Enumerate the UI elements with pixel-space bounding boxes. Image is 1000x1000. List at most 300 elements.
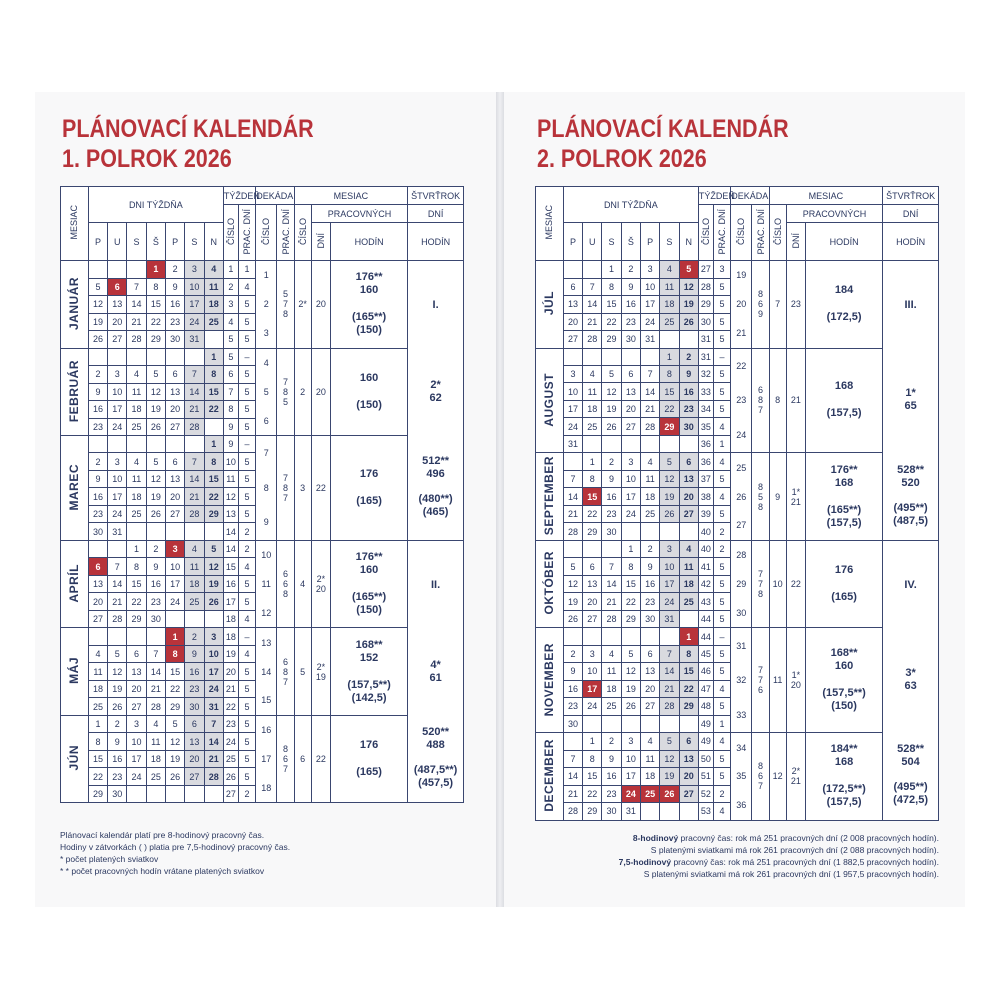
month-label (61, 540, 89, 628)
day-cell: 14 (563, 768, 582, 786)
header-day-0: P (563, 223, 582, 261)
day-cell: 31 (204, 698, 223, 716)
week-work-days: – (238, 628, 255, 646)
day-cell: 24 (165, 593, 184, 611)
hours-8h (806, 647, 882, 673)
month-label (536, 540, 564, 628)
day-cell: 22 (602, 313, 621, 331)
hours-7h (331, 495, 407, 508)
week-work-days: 5 (713, 698, 730, 715)
month-name: JÚN (67, 745, 82, 771)
dekada-number: 20 (736, 299, 747, 310)
day-cell (583, 628, 602, 645)
day-cell: 30 (108, 785, 127, 803)
hours-8h-b: 168 (834, 756, 854, 769)
dekada-prac-cell (752, 540, 769, 628)
week-number: 53 (698, 803, 713, 821)
day-cell (583, 435, 602, 453)
dekada-number: 17 (261, 754, 272, 765)
header-tyzden-prac-dni-text: PRAC. DNÍ (716, 208, 727, 255)
footnote-line: S platenými sviatkami má rok 261 pracovných dní (2 088 pracovných hodín). (650, 845, 939, 855)
day-cell: 17 (583, 680, 602, 697)
day-cell: 5 (146, 453, 165, 470)
day-cell (583, 261, 602, 279)
dekada-days: 6 (283, 579, 289, 590)
day-cell: 15 (583, 768, 602, 786)
dekada-days: 8 (283, 666, 289, 677)
day-cell: 11 (602, 663, 621, 680)
week-work-days: 5 (713, 278, 730, 296)
week-number: 42 (698, 575, 713, 593)
day-cell: 7 (127, 278, 146, 296)
day-cell: 25 (640, 785, 659, 803)
week-work-days: – (713, 628, 730, 645)
quarter-block (883, 628, 938, 732)
day-cell: 17 (660, 575, 679, 593)
day-cell: 13 (679, 470, 698, 488)
week-work-days: 1 (713, 435, 730, 453)
day-cell: 5 (563, 558, 582, 576)
day-cell: 24 (640, 313, 659, 331)
day-cell: 19 (660, 768, 679, 786)
dekada-cislo-cell (731, 628, 752, 733)
quarter-value-3: (487,5**) (413, 764, 458, 777)
week-work-days: 5 (238, 715, 255, 733)
hours-8h-a: 176** (355, 271, 383, 284)
dekada-number: 27 (736, 520, 747, 531)
week-number: 21 (223, 680, 238, 698)
week-row (61, 540, 464, 558)
dekada-cislo-cell (731, 453, 752, 541)
hours-8h-a: 184 (834, 284, 854, 297)
month-label (536, 628, 564, 733)
header-day-5: S (185, 223, 204, 261)
quarter-block (883, 542, 938, 629)
day-cell: 2 (165, 261, 184, 279)
week-number: 8 (223, 401, 238, 419)
header-mesiac-dni-text: DNÍ (790, 232, 801, 249)
day-cell: 28 (204, 768, 223, 786)
dekada-cislo-cell (731, 733, 752, 821)
day-cell: 25 (146, 768, 165, 786)
day-cell: 22 (165, 680, 184, 698)
dekada-numbers (731, 349, 751, 453)
day-cell: 29 (602, 331, 621, 349)
day-cell: 11 (204, 278, 223, 296)
right-title (537, 114, 789, 174)
week-work-days: 4 (713, 453, 730, 471)
day-cell: 13 (185, 733, 204, 751)
day-cell: 27 (679, 785, 698, 803)
header-dekada-prac-dni (277, 205, 294, 261)
day-cell: 15 (679, 663, 698, 680)
day-cell: 1 (127, 540, 146, 558)
month-label (61, 436, 89, 541)
day-cell: 12 (602, 383, 621, 400)
month-label (61, 628, 89, 716)
day-cell: 18 (185, 575, 204, 593)
dekada-days: 6 (758, 299, 764, 310)
week-number: 2 (223, 278, 238, 296)
dekada-prac-cell (277, 348, 294, 436)
right-title-line1: PLÁNOVACÍ KALENDÁR (537, 115, 789, 143)
quarter-value-4: (457,5) (418, 777, 454, 790)
day-cell: 27 (679, 505, 698, 523)
hours-8h (331, 271, 407, 297)
quarter-info (883, 542, 938, 819)
header-dekada-cislo-text: ČÍSLO (736, 217, 747, 245)
quarter-value-2: 65 (904, 400, 917, 413)
day-cell: 27 (108, 331, 127, 349)
day-cell: 1 (583, 733, 602, 751)
month-number: 5 (294, 628, 311, 716)
day-cell: 11 (88, 663, 107, 681)
header-mesiac-cislo-text: ČÍSLO (297, 217, 308, 245)
day-cell: 24 (583, 698, 602, 715)
quarter-block (408, 435, 463, 539)
week-number: 7 (223, 383, 238, 401)
header-dekada-cislo (256, 205, 277, 261)
quarter-block (408, 715, 463, 802)
day-cell: 20 (583, 593, 602, 611)
day-cell: 22 (621, 593, 640, 611)
header-stvrtrok-dni: DNÍ (883, 205, 939, 223)
hours-7h (806, 504, 882, 530)
day-cell: 9 (185, 645, 204, 663)
day-cell: 6 (640, 645, 659, 662)
hours-7h-a: (165**) (351, 591, 387, 604)
hours-7h-b: (157,5) (826, 516, 862, 529)
week-work-days: 5 (238, 750, 255, 768)
week-work-days: 5 (238, 488, 255, 505)
week-number: 36 (698, 453, 713, 471)
month-label (536, 733, 564, 821)
day-cell (88, 540, 107, 558)
day-cell: 12 (204, 558, 223, 576)
month-hours-cell (806, 540, 883, 628)
header-day-3: Š (621, 223, 640, 261)
week-work-days: 5 (713, 505, 730, 523)
dekada-work-days (277, 473, 293, 503)
day-cell: 3 (165, 540, 184, 558)
day-cell: 23 (679, 400, 698, 417)
month-number: 11 (769, 628, 786, 733)
dekada-days: 8 (758, 289, 764, 300)
week-number: 27 (223, 785, 238, 803)
month-days-value: 22 (790, 579, 801, 590)
day-cell: 17 (127, 750, 146, 768)
day-cell: 21 (146, 680, 165, 698)
week-work-days: 5 (713, 663, 730, 680)
hours-8h-b: 160 (359, 284, 379, 297)
dekada-number: 35 (736, 771, 747, 782)
month-work-days (312, 299, 330, 309)
week-work-days: 5 (713, 383, 730, 400)
dekada-cislo-cell (731, 540, 752, 628)
day-cell: 3 (108, 366, 127, 384)
day-cell: 13 (165, 470, 184, 487)
month-days-cell (311, 540, 330, 628)
day-cell: 1 (88, 715, 107, 733)
day-cell: 11 (660, 278, 679, 296)
dekada-numbers (256, 349, 276, 436)
day-cell: 30 (679, 418, 698, 435)
header-day-4: P (165, 223, 184, 261)
week-work-days: 2 (238, 785, 255, 803)
day-cell: 16 (563, 680, 582, 697)
header-dekada: DEKÁDA (731, 187, 770, 205)
header-dni-tyzdna: DNI TÝŽDŇA (563, 187, 698, 223)
day-cell: 18 (602, 680, 621, 697)
month-days-cell (786, 453, 805, 541)
quarter-value: 520** (422, 726, 450, 739)
day-cell: 13 (127, 663, 146, 681)
day-cell: 26 (146, 418, 165, 436)
day-cell (660, 628, 679, 645)
day-cell (146, 785, 165, 803)
dekada-number: 8 (263, 482, 269, 493)
day-cell: 23 (88, 418, 107, 436)
month-days-value: 2* (791, 766, 801, 777)
header-pracovnych: PRACOVNÝCH (786, 205, 882, 223)
month-days-cell (786, 628, 805, 733)
day-cell: 16 (165, 296, 184, 314)
header-tyzden-cislo (698, 205, 713, 261)
footnote-line: Hodiny v zátvorkách ( ) platia pre 7,5-hodinový pracovný čas. (60, 842, 291, 852)
day-cell (660, 523, 679, 541)
dekada-prac-cell (752, 261, 769, 349)
hours-8h (331, 551, 407, 577)
dekada-prac-cell (752, 453, 769, 541)
week-number: 32 (698, 365, 713, 382)
week-number: 46 (698, 663, 713, 680)
dekada-number: 5 (263, 386, 269, 397)
dekada-number: 36 (736, 800, 747, 811)
week-number: 15 (223, 558, 238, 576)
day-cell: 15 (602, 296, 621, 314)
day-cell: 30 (602, 803, 621, 821)
footnote-line: * počet platených sviatkov (60, 854, 159, 864)
footnote-line: 8-hodinový pracovný čas: rok má 251 pracovných dní (2 008 pracovných hodín). (632, 833, 939, 843)
day-cell: 12 (679, 278, 698, 296)
week-number: 40 (698, 523, 713, 541)
dekada-days: 8 (758, 481, 764, 492)
month-days-value: 2* (316, 574, 326, 585)
day-cell: 14 (660, 663, 679, 680)
day-cell: 8 (583, 470, 602, 488)
week-row (536, 628, 939, 645)
day-cell (88, 261, 107, 279)
day-cell: 14 (583, 296, 602, 314)
day-cell: 20 (127, 680, 146, 698)
day-cell: 27 (165, 418, 184, 436)
day-cell (185, 523, 204, 541)
day-cell: 9 (679, 365, 698, 382)
hours-7h (806, 687, 882, 713)
quarter-block (883, 732, 938, 819)
day-cell (563, 540, 582, 558)
month-name: JÚL (542, 291, 557, 316)
day-cell: 29 (88, 785, 107, 803)
day-cell: 1 (583, 453, 602, 471)
day-cell: 29 (583, 523, 602, 541)
hours-7h-a: (165) (831, 591, 857, 604)
day-cell: 26 (88, 331, 107, 349)
day-cell: 15 (204, 470, 223, 487)
day-cell: 1 (204, 436, 223, 453)
quarter-value: 528** (897, 463, 925, 476)
day-cell: 19 (679, 296, 698, 314)
day-cell: 31 (108, 523, 127, 541)
day-cell: 14 (563, 488, 582, 506)
hours-8h-b: 152 (359, 651, 379, 664)
month-number: 3 (294, 436, 311, 541)
week-number: 43 (698, 593, 713, 611)
hours-8h (331, 468, 407, 481)
hours-7h-a: (165**) (351, 311, 387, 324)
hours-8h-a: 176 (359, 467, 379, 480)
dekada-days: 7 (283, 492, 289, 503)
day-cell: 13 (679, 750, 698, 768)
day-cell: 29 (204, 505, 223, 522)
day-cell: 15 (146, 296, 165, 314)
day-cell (88, 348, 107, 366)
day-cell: 26 (204, 593, 223, 611)
month-work-days (787, 487, 805, 507)
dekada-days: 8 (283, 482, 289, 493)
day-cell: 24 (621, 785, 640, 803)
day-cell (108, 628, 127, 646)
day-cell: 28 (563, 523, 582, 541)
quarter-block (408, 349, 463, 436)
month-days-value: 1* (791, 670, 801, 681)
week-work-days: 5 (238, 296, 255, 314)
week-number: 48 (698, 698, 713, 715)
week-work-days: 5 (713, 645, 730, 662)
day-cell: 3 (621, 733, 640, 751)
day-cell: 3 (621, 453, 640, 471)
day-cell: 5 (146, 366, 165, 384)
day-cell: 27 (640, 698, 659, 715)
week-number: 30 (698, 313, 713, 331)
day-cell: 6 (583, 558, 602, 576)
dekada-days: 9 (758, 309, 764, 320)
quarter-block (408, 262, 463, 349)
week-work-days: 5 (713, 768, 730, 786)
week-work-days: 5 (713, 575, 730, 593)
quarter-value: 1* (905, 387, 916, 400)
week-row (61, 628, 464, 646)
week-number: 47 (698, 680, 713, 697)
day-cell (640, 435, 659, 453)
dekada-days: 7 (283, 376, 289, 387)
day-cell: 30 (640, 610, 659, 628)
day-cell (165, 610, 184, 628)
day-cell: 13 (563, 296, 582, 314)
month-days-value: 20 (315, 584, 326, 595)
quarter-value-4: (487,5) (893, 514, 929, 527)
month-work-days (787, 299, 805, 309)
footnote-bold: 7,5-hodinový (618, 857, 672, 867)
hours-7h-a: (157,5**) (822, 687, 866, 700)
month-name: APRÍL (67, 563, 82, 603)
week-work-days: 4 (238, 645, 255, 663)
quarter-value: II. (431, 578, 441, 591)
day-cell (108, 261, 127, 279)
week-number: 50 (698, 750, 713, 768)
day-cell: 23 (621, 313, 640, 331)
month-hours-cell (331, 628, 408, 716)
month-number: 6 (294, 715, 311, 803)
week-number: 33 (698, 383, 713, 400)
week-work-days: 5 (238, 505, 255, 522)
week-work-days: 5 (713, 400, 730, 417)
day-cell: 31 (621, 803, 640, 821)
day-cell: 25 (679, 593, 698, 611)
day-cell: 21 (204, 750, 223, 768)
month-days-cell (311, 261, 330, 349)
day-cell: 6 (621, 365, 640, 382)
day-cell: 19 (660, 488, 679, 506)
day-cell: 12 (108, 663, 127, 681)
month-days-value: 21 (790, 395, 801, 406)
week-row (536, 453, 939, 471)
month-days-cell (786, 261, 805, 349)
day-cell: 1 (679, 628, 698, 645)
right-title-line2: 2. POLROK 2026 (537, 145, 707, 173)
day-cell: 27 (165, 505, 184, 522)
week-work-days: 4 (238, 278, 255, 296)
month-hours (331, 551, 407, 617)
week-work-days: 5 (238, 733, 255, 751)
day-cell (185, 348, 204, 366)
day-cell (146, 436, 165, 453)
quarter-value-2: 62 (429, 391, 442, 404)
month-hours (331, 739, 407, 779)
week-number: 24 (223, 733, 238, 751)
day-cell (679, 435, 698, 453)
week-number: 5 (223, 348, 238, 366)
day-cell: 9 (108, 733, 127, 751)
quarter-value-3: (480**) (418, 492, 453, 505)
day-cell: 31 (660, 610, 679, 628)
day-cell: 8 (583, 750, 602, 768)
day-cell: 15 (583, 488, 602, 506)
dekada-work-days (752, 482, 768, 512)
dekada-days: 5 (758, 491, 764, 502)
dekada-work-days (277, 569, 293, 599)
week-number: 14 (223, 523, 238, 541)
week-work-days: 5 (238, 698, 255, 716)
footnote-line: * * počet pracovných hodín vrátane platených sviatkov (60, 866, 265, 876)
dekada-days: 7 (283, 676, 289, 687)
week-work-days: 5 (238, 418, 255, 436)
week-number: 4 (223, 313, 238, 331)
day-cell (563, 453, 582, 471)
dekada-number: 22 (736, 360, 747, 371)
header-dekada: DEKÁDA (256, 187, 295, 205)
day-cell: 26 (679, 313, 698, 331)
week-number: 31 (698, 331, 713, 349)
week-number: 44 (698, 628, 713, 645)
month-number: 10 (769, 540, 786, 628)
day-cell: 10 (563, 383, 582, 400)
dekada-work-days (752, 665, 768, 695)
month-hours (331, 271, 407, 337)
month-work-days (787, 670, 805, 690)
month-work-days (312, 754, 330, 764)
header-day-5: S (660, 223, 679, 261)
